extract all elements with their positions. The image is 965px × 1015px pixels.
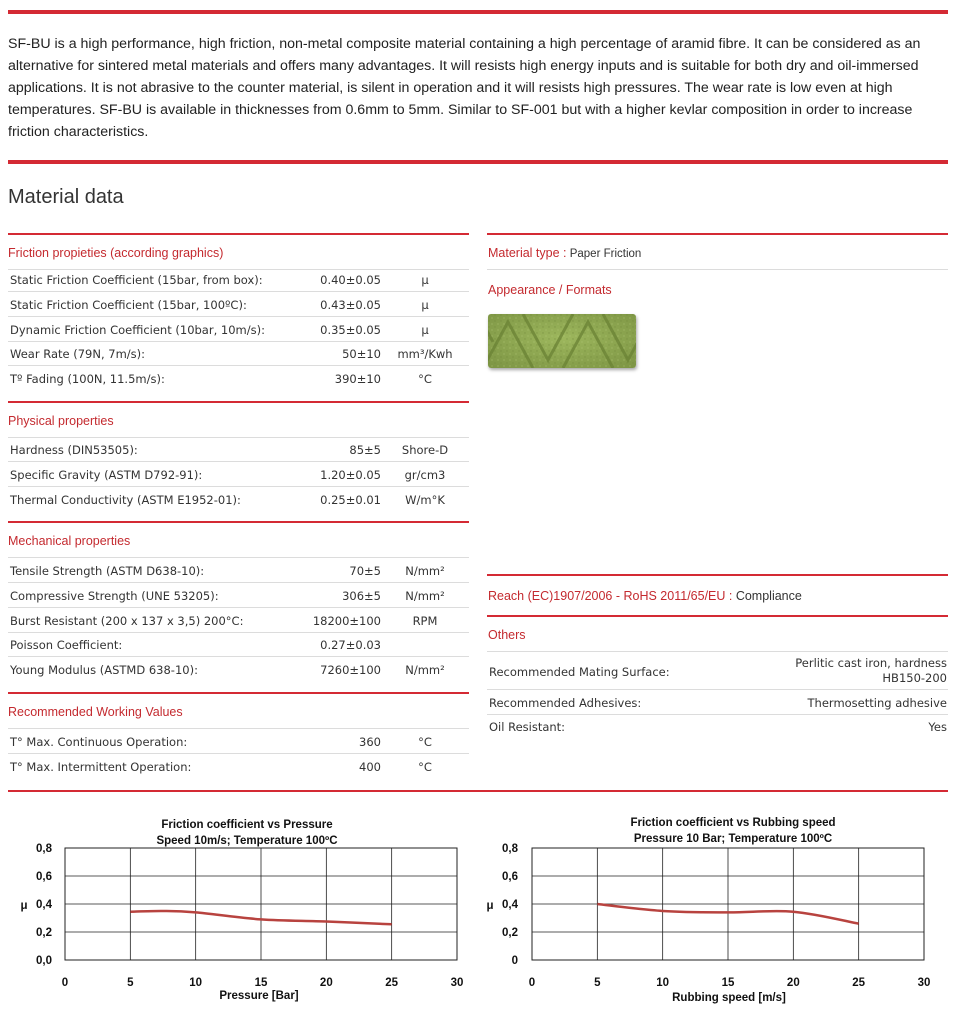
charts-divider (8, 790, 948, 792)
property-value: 1.20±0.05 (320, 467, 381, 482)
row-divider (8, 557, 469, 558)
chart-title: Friction coefficient vs Rubbing speed (630, 817, 836, 829)
reach-divider (487, 574, 948, 576)
physical-section-title: Physical properties (8, 414, 114, 428)
physical-section-divider (8, 401, 469, 403)
mechanical-section-title: Mechanical properties (8, 534, 131, 548)
mechanical-section-divider (8, 521, 469, 523)
property-value: 50±10 (342, 347, 381, 362)
working-section-title: Recommended Working Values (8, 705, 183, 719)
property-value: 18200±100 (312, 613, 381, 628)
material-type-divider (487, 233, 948, 235)
row-divider (8, 486, 469, 487)
x-tick-label: 30 (917, 977, 931, 989)
row-divider (8, 341, 469, 342)
others-divider (487, 615, 948, 617)
row-divider (8, 728, 469, 729)
property-value: 0.43±0.05 (320, 297, 381, 312)
intro-paragraph: SF-BU is a high performance, high friction, non-metal composite material containing a high percentage of aramid fibre. It can be considered as an alternative for sintered metal materials and offers many advantages. It will resists high energy inputs and is suitable for both dry and oil-immersed applications. It is not abrasive to the counter material, is silent in operation and it will resists high pressures. The wear rate is low even at high temperatures. SF-BU is available in thicknesses from 0.6mm to 5mm. Similar to SF-001 but with a higher kevlar composition in order to increase friction characteristics. (8, 36, 921, 140)
material-type-value: Paper Friction (566, 248, 642, 260)
row-divider (8, 291, 469, 292)
others-value: Yes (928, 720, 947, 734)
x-tick-label: 10 (656, 977, 670, 989)
y-tick-label: 0,2 (36, 927, 52, 939)
x-tick-label: 15 (721, 977, 735, 989)
page-title: Material data (8, 186, 124, 208)
property-label: Tº Fading (100N, 11.5m/s): (10, 372, 165, 387)
property-label: Burst Resistant (200 x 137 x 3,5) 200°C: (10, 613, 244, 628)
property-label: Static Friction Coefficient (15bar, from box): (10, 273, 263, 287)
property-unit: W/m°K (405, 492, 445, 507)
y-tick-label: 0,4 (502, 899, 518, 911)
others-label: Oil Resistant: (489, 720, 566, 734)
y-tick-label: 0,6 (36, 871, 52, 883)
row-divider (8, 753, 469, 754)
x-tick-label: 15 (254, 977, 268, 989)
property-unit: °C (418, 735, 432, 749)
property-unit: RPM (412, 613, 438, 628)
material-texture (488, 314, 636, 368)
row-divider (487, 651, 948, 652)
property-unit: N/mm² (405, 588, 445, 603)
row-divider (8, 316, 469, 317)
working-section-divider (8, 692, 469, 694)
property-label: T° Max. Intermittent Operation: (10, 759, 192, 774)
property-unit: Shore-D (401, 443, 449, 457)
others-title: Others (488, 628, 526, 642)
property-unit: μ (421, 322, 429, 337)
others-label: Recommended Mating Surface: (489, 665, 670, 679)
row-divider (487, 269, 948, 270)
others-value-line2: HB150-200 (882, 671, 947, 685)
y-tick-label: 0,8 (502, 843, 518, 855)
property-value: 7260±100 (320, 663, 381, 678)
x-axis-label: Rubbing speed [m/s] (672, 992, 786, 1004)
property-unit: N/mm² (405, 663, 445, 678)
friction-section-title: Friction propieties (according graphics) (8, 246, 224, 260)
friction-vs-rubbing-speed-chart (480, 805, 950, 1010)
property-value: 390±10 (334, 372, 381, 387)
property-unit: °C (418, 759, 432, 774)
top-divider (8, 10, 948, 14)
row-divider (8, 656, 469, 657)
y-axis-label: μ (20, 900, 28, 912)
property-label: Thermal Conductivity (ASTM E1952-01): (10, 492, 241, 507)
row-divider (487, 714, 948, 715)
y-tick-label: 0,0 (36, 955, 52, 967)
property-unit: μ (421, 273, 429, 287)
intro-divider (8, 160, 948, 164)
reach-value: Compliance (732, 589, 802, 603)
y-tick-label: 0 (511, 955, 518, 967)
property-unit: °C (418, 372, 432, 387)
row-divider (8, 437, 469, 438)
x-tick-label: 0 (528, 977, 536, 989)
appearance-title: Appearance / Formats (488, 283, 612, 297)
row-divider (8, 582, 469, 583)
property-value: 85±5 (349, 443, 381, 457)
chart-title: Friction coefficient vs Pressure (161, 819, 333, 831)
row-divider (487, 689, 948, 690)
row-divider (8, 365, 469, 366)
material-type-label: Material type : (488, 246, 567, 260)
x-tick-label: 30 (450, 977, 464, 989)
property-value: 0.40±0.05 (320, 273, 381, 287)
x-tick-label: 20 (319, 977, 333, 989)
friction-vs-pressure-chart (10, 805, 470, 1010)
chart-subtitle: Pressure 10 Bar; Temperature 100ºC (633, 833, 833, 845)
row-divider (8, 632, 469, 633)
property-value: 400 (359, 759, 381, 774)
property-value: 306±5 (342, 588, 381, 603)
row-divider (8, 269, 469, 270)
reach-label: Reach (EC)1907/2006 - RoHS 2011/65/EU : (488, 589, 733, 603)
y-axis-label: μ (486, 900, 494, 912)
x-tick-label: 10 (189, 977, 203, 989)
x-axis-label: Pressure [Bar] (219, 990, 299, 1002)
chart-subtitle: Speed 10m/s; Temperature 100ºC (156, 835, 338, 847)
property-label: Young Modulus (ASTMD 638-10): (10, 663, 198, 678)
property-value: 360 (359, 735, 381, 749)
x-tick-label: 5 (594, 977, 601, 989)
reach-compliance (488, 589, 802, 603)
property-label: Wear Rate (79N, 7m/s): (10, 347, 146, 362)
y-tick-label: 0,4 (36, 899, 52, 911)
property-label: Specific Gravity (ASTM D792-91): (10, 467, 203, 482)
property-label: Dynamic Friction Coefficient (10bar, 10m/s): (10, 322, 265, 337)
property-value: 0.35±0.05 (320, 322, 381, 337)
others-value: Perlitic cast iron, hardness (795, 656, 947, 670)
property-unit: N/mm² (405, 564, 445, 578)
row-divider (8, 461, 469, 462)
material-sample-image (488, 314, 636, 368)
property-value: 0.25±0.01 (320, 492, 381, 507)
property-label: Static Friction Coefficient (15bar, 100ºC): (10, 297, 247, 312)
material-type (488, 246, 641, 260)
property-unit: μ (421, 297, 429, 312)
others-value: Thermosetting adhesive (807, 696, 947, 710)
y-tick-label: 0,8 (36, 843, 52, 855)
y-tick-label: 0,2 (502, 927, 518, 939)
row-divider (8, 607, 469, 608)
property-value: 0.27±0.03 (320, 638, 381, 653)
x-tick-label: 20 (786, 977, 800, 989)
x-tick-label: 25 (385, 977, 399, 989)
x-tick-label: 0 (61, 977, 69, 989)
property-label: T° Max. Continuous Operation: (10, 735, 188, 749)
property-unit: gr/cm3 (404, 467, 446, 482)
property-unit: mm³/Kwh (397, 347, 453, 362)
property-label: Poisson Coefficient: (10, 638, 123, 653)
friction-section-divider (8, 233, 469, 235)
property-label: Compressive Strength (UNE 53205): (10, 588, 219, 603)
y-tick-label: 0,6 (502, 871, 518, 883)
property-label: Hardness (DIN53505): (10, 443, 138, 457)
x-tick-label: 25 (852, 977, 866, 989)
others-label: Recommended Adhesives: (489, 696, 642, 710)
property-value: 70±5 (349, 564, 381, 578)
x-tick-label: 5 (127, 977, 134, 989)
property-label: Tensile Strength (ASTM D638-10): (10, 564, 205, 578)
